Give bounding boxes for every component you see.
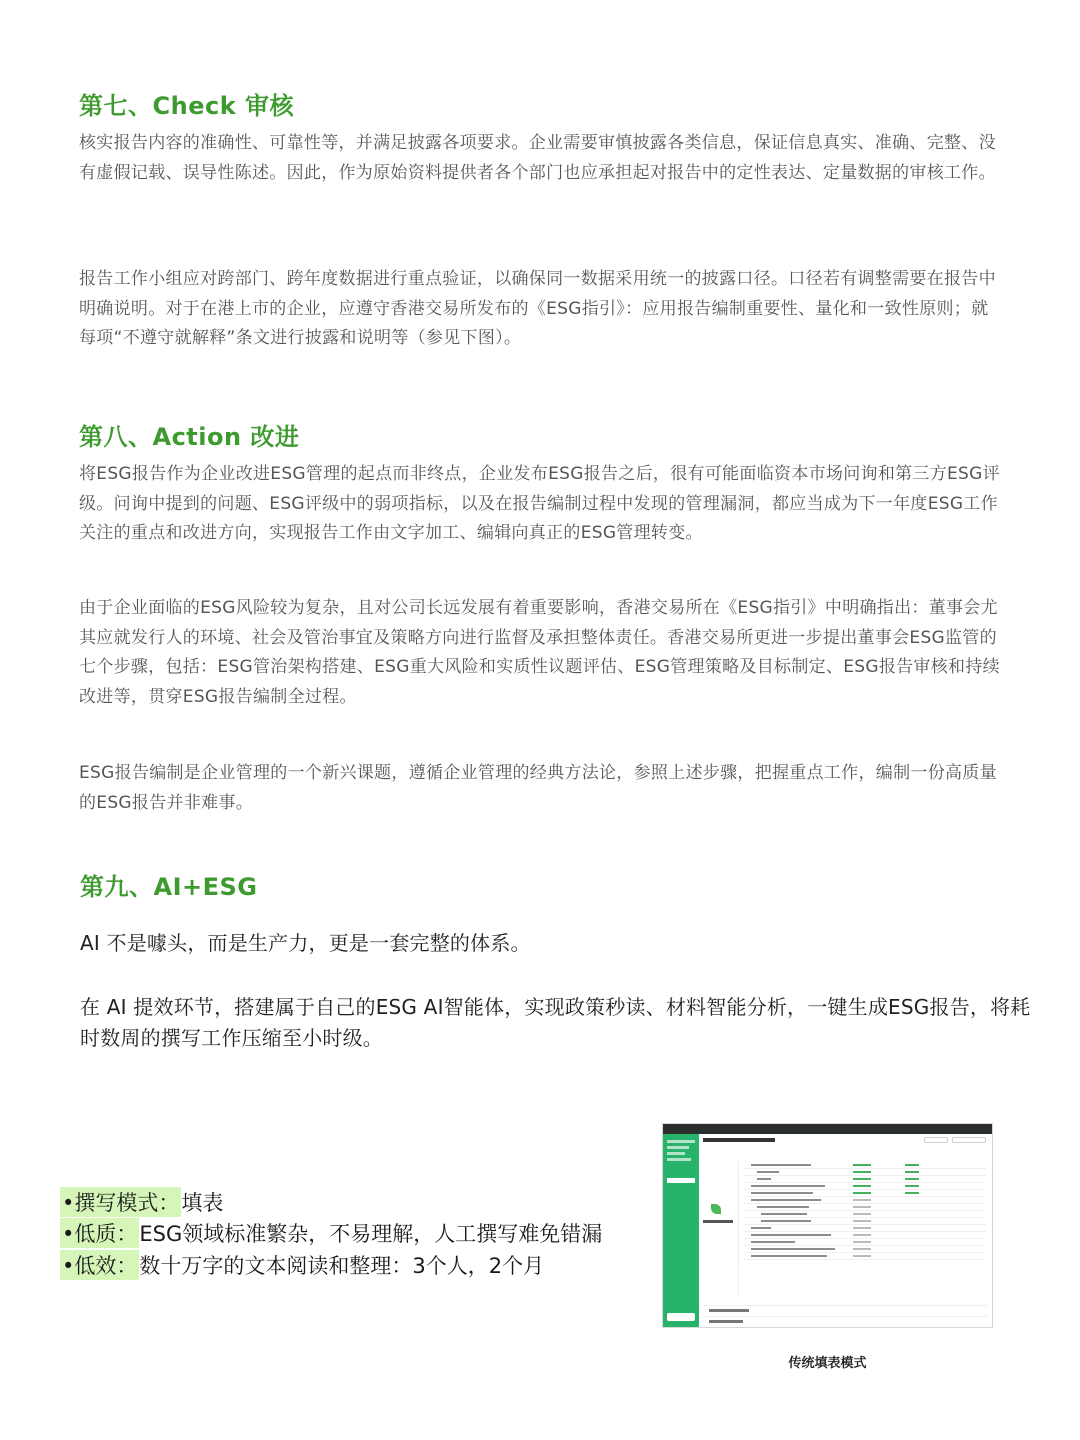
save-button xyxy=(667,1313,695,1321)
pain-point-list xyxy=(60,1186,660,1281)
form-mode-screenshot xyxy=(662,1123,993,1328)
paragraph-check-1: 核实报告内容的准确性、可靠性等，并满足披露各项要求。企业需要审慎披露各类信息，保证信息真实、准确、完整、没有虚假记载、误导性陈述。因此，作为原始资料提供者各个部门也应承担起对报告中的定性表达、定量数据的审核工作。 xyxy=(79,133,996,183)
app-topbar xyxy=(663,1124,992,1134)
bullet-label: •低质： xyxy=(60,1218,139,1248)
section-heading-check: 第七、Check 审核 xyxy=(79,92,295,120)
bullet-text: 数十万字的文本阅读和整理：3个人，2个月 xyxy=(139,1253,545,1278)
figure-caption: 传统填表模式 xyxy=(788,1356,867,1371)
paragraph-action-1: 将ESG报告作为企业改进ESG管理的起点而非终点，企业发布ESG报告之后，很有可能面临资本市场问询和第三方ESG评级。问询中提到的问题、ESG评级中的弱项指标，以及在报告编制过程中发现的管理漏洞，都应当成为下一年度ESG工作关注的重点和改进方向，实现报告工作由文字加工、编辑向真正的ESG管理转变。 xyxy=(79,464,1000,543)
paragraph-ai-1: AI 不是噱头，而是生产力，更是一套完整的体系。 xyxy=(80,931,531,955)
bullet-label: •撰写模式： xyxy=(60,1187,181,1217)
paragraph-action-3: ESG报告编制是企业管理的一个新兴课题，遵循企业管理的经典方法论，参照上述步骤，把握重点工作，编制一份高质量的ESG报告并非难事。 xyxy=(79,763,997,813)
app-main xyxy=(699,1134,992,1327)
paragraph-ai-2: 在 AI 提效环节，搭建属于自己的ESG AI智能体，实现政策秒读、材料智能分析，一键生成ESG报告，将耗时数周的撰写工作压缩至小时级。 xyxy=(80,995,1031,1050)
bullet-label: •低效： xyxy=(60,1250,139,1280)
paragraph-check-2: 报告工作小组应对跨部门、跨年度数据进行重点验证，以确保同一数据采用统一的披露口径。口径若有调整需要在报告中明确说明。对于在港上市的企业，应遵守香港交易所发布的《ESG指引》：应用报告编制重要性、量化和一致性原则；就每项“不遵守就解释”条文进行披露和说明等（参见下图）。 xyxy=(79,269,996,348)
category-panel xyxy=(699,1160,739,1297)
app-sidebar xyxy=(663,1134,699,1327)
report-title xyxy=(703,1138,775,1142)
section-heading-ai-esg: 第九、AI+ESG xyxy=(80,873,258,901)
bullet-text: 填表 xyxy=(181,1190,224,1215)
list-item xyxy=(60,1218,660,1250)
paragraph-action-2: 由于企业面临的ESG风险较为复杂，且对公司长远发展有着重要影响，香港交易所在《ESG指引》中明确指出：董事会尤其应就发行人的环境、社会及管治事宜及策略方向进行监督及承担整体责任。香港交易所更进一步提出董事会ESG监管的七个步骤，包括：ESG管治架构搭建、ESG重大风险和实质性议题评估、ESG管理策略及目标制定、ESG报告审核和持续改进等，贯穿ESG报告编制全过程。 xyxy=(79,598,1000,707)
section-heading-action: 第八、Action 改进 xyxy=(79,423,300,451)
list-item xyxy=(60,1249,660,1281)
bullet-text: ESG领域标准繁杂，不易理解，人工撰写难免错漏 xyxy=(139,1222,603,1247)
list-item xyxy=(60,1186,660,1218)
leaf-icon xyxy=(711,1204,721,1214)
indicator-table xyxy=(743,1162,986,1260)
